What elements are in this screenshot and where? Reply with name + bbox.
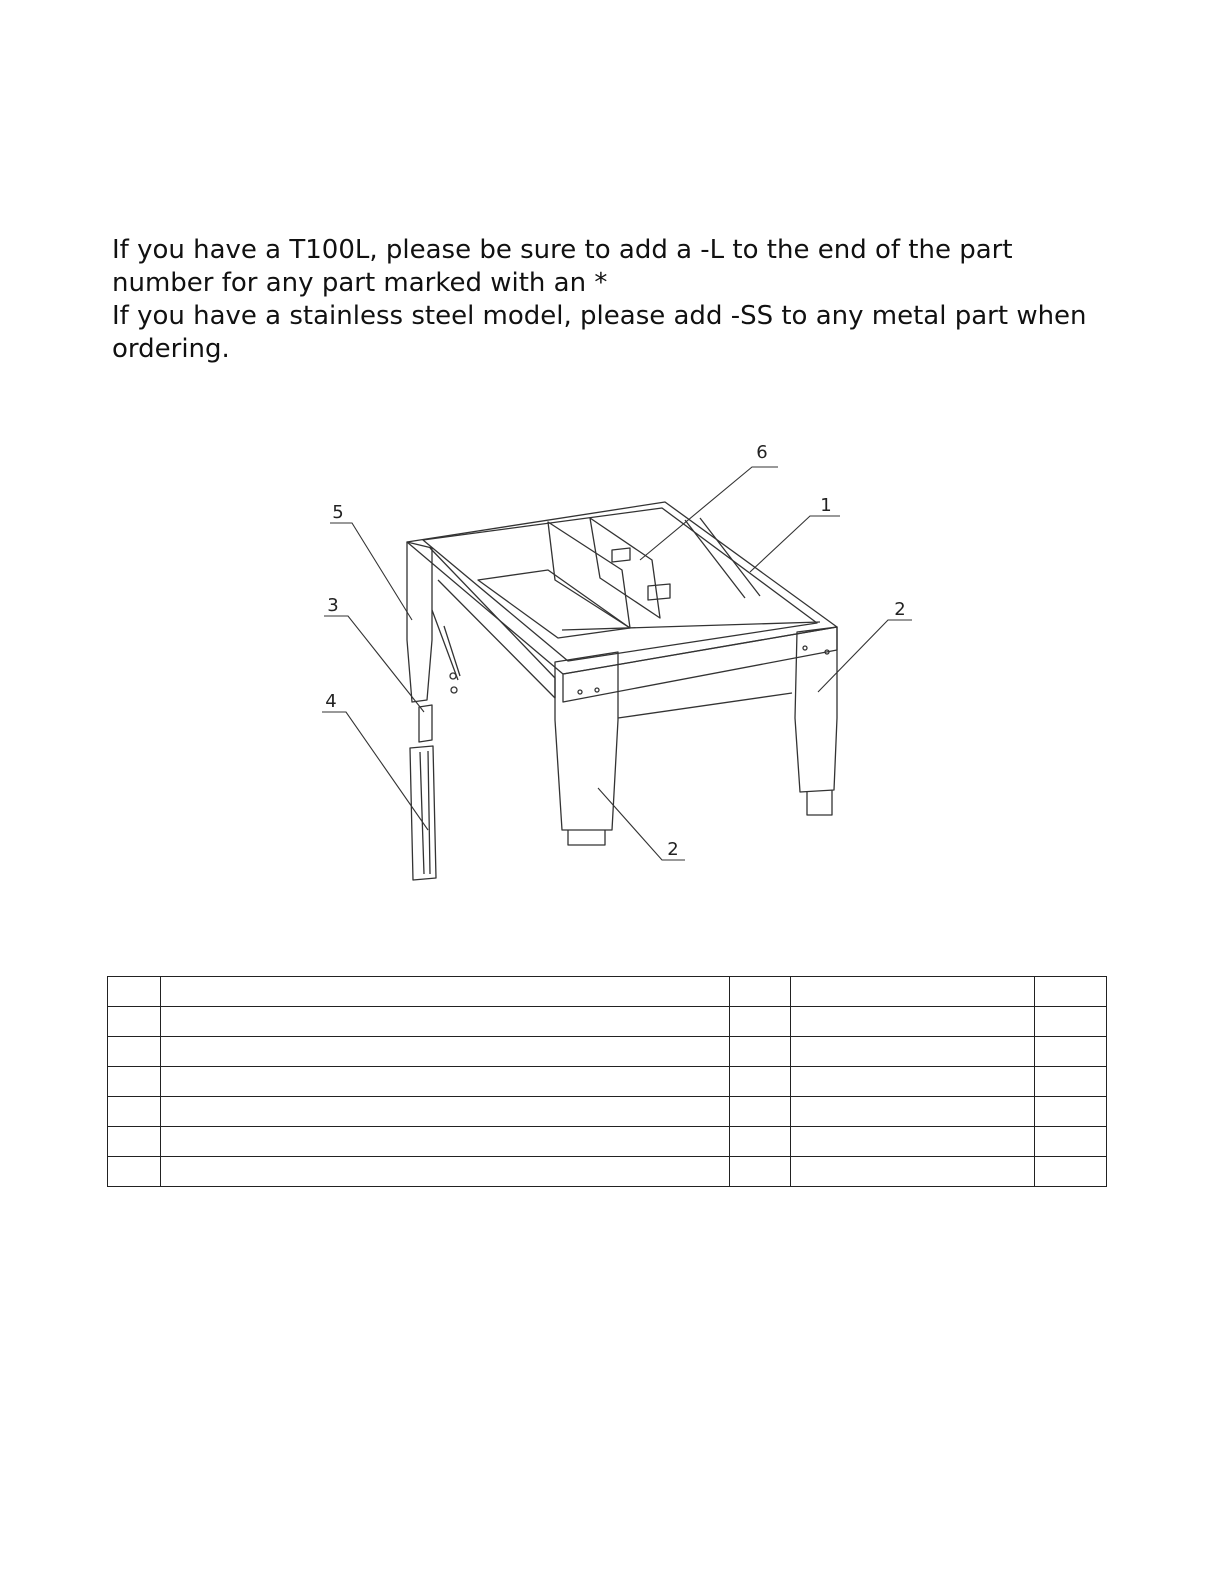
- leg-front: [555, 652, 618, 830]
- table-cell: [791, 1157, 1035, 1187]
- cross-brace-center: [590, 518, 660, 618]
- frame-drawing: [300, 430, 940, 900]
- table-cell: [791, 1037, 1035, 1067]
- leg-left-brace: [432, 610, 460, 680]
- table-cell: [730, 1157, 791, 1187]
- leader-2-right: [818, 620, 912, 692]
- leader-5: [330, 523, 412, 620]
- bracket-b: [648, 584, 670, 600]
- front-rail-bottom: [618, 693, 792, 718]
- note-t100l: If you have a T100L, please be sure to add a -L to the end of the part number for any part marked with an *: [112, 235, 1013, 298]
- table-cell: [108, 1157, 161, 1187]
- table-cell: [791, 1067, 1035, 1097]
- table-row: [108, 1067, 1107, 1097]
- table-cell: [730, 1097, 791, 1127]
- top-frame-outline: [407, 502, 837, 674]
- table-cell: [791, 977, 1035, 1007]
- table-cell: [108, 1127, 161, 1157]
- table-cell: [161, 1037, 730, 1067]
- hole-a: [578, 690, 582, 694]
- table-cell: [108, 1007, 161, 1037]
- table-cell: [161, 977, 730, 1007]
- table-cell: [1035, 1097, 1107, 1127]
- table-cell: [161, 1007, 730, 1037]
- table-cell: [1035, 977, 1107, 1007]
- table-cell: [161, 1157, 730, 1187]
- callout-5: 5: [332, 502, 344, 523]
- table-cell: [161, 1097, 730, 1127]
- inner-panel-left: [478, 570, 630, 638]
- note-stainless-steel: If you have a stainless steel model, please add -SS to any metal part when ordering.: [112, 301, 1087, 364]
- table-cell: [161, 1127, 730, 1157]
- leg-front-foot: [568, 830, 605, 845]
- bolt-a: [450, 673, 456, 679]
- table-cell: [730, 1007, 791, 1037]
- callout-6: 6: [756, 442, 768, 463]
- parts-table: [107, 976, 1107, 1187]
- table-cell: [1035, 1037, 1107, 1067]
- cross-brace-6: [548, 522, 630, 628]
- parts-table-body: [108, 977, 1107, 1187]
- table-row: [108, 1097, 1107, 1127]
- table-cell: [791, 1127, 1035, 1157]
- table-cell: [108, 1097, 161, 1127]
- table-row: [108, 977, 1107, 1007]
- table-cell: [730, 1127, 791, 1157]
- table-cell: [730, 1037, 791, 1067]
- bracket-a: [612, 548, 630, 562]
- table-cell: [1035, 1127, 1107, 1157]
- leg-bracket-part: [419, 705, 432, 742]
- table-cell: [1035, 1157, 1107, 1187]
- table-cell: [791, 1097, 1035, 1127]
- table-frame-exploded-diagram: [300, 430, 940, 900]
- table-cell: [108, 977, 161, 1007]
- table-cell: [108, 1067, 161, 1097]
- leg-right-foot: [807, 790, 832, 815]
- table-cell: [1035, 1067, 1107, 1097]
- table-cell: [1035, 1007, 1107, 1037]
- leader-1: [750, 516, 840, 572]
- table-cell: [730, 1067, 791, 1097]
- right-rail-lines: [685, 518, 760, 598]
- ordering-notes: [112, 234, 1112, 366]
- leg-extension-channel: [420, 751, 430, 874]
- hole-b: [595, 688, 599, 692]
- table-row: [108, 1037, 1107, 1067]
- bolt-b: [451, 687, 457, 693]
- leg-left: [407, 542, 432, 702]
- table-cell: [108, 1037, 161, 1067]
- table-cell: [161, 1067, 730, 1097]
- table-cell: [730, 977, 791, 1007]
- callout-1: 1: [820, 495, 832, 516]
- table-row: [108, 1007, 1107, 1037]
- callout-4: 4: [325, 691, 337, 712]
- leader-6: [640, 467, 778, 560]
- hole-c: [803, 646, 807, 650]
- callout-2-front: 2: [667, 839, 679, 860]
- table-row: [108, 1127, 1107, 1157]
- callout-3: 3: [327, 595, 339, 616]
- table-row: [108, 1157, 1107, 1187]
- table-cell: [791, 1007, 1035, 1037]
- callout-2-right: 2: [894, 599, 906, 620]
